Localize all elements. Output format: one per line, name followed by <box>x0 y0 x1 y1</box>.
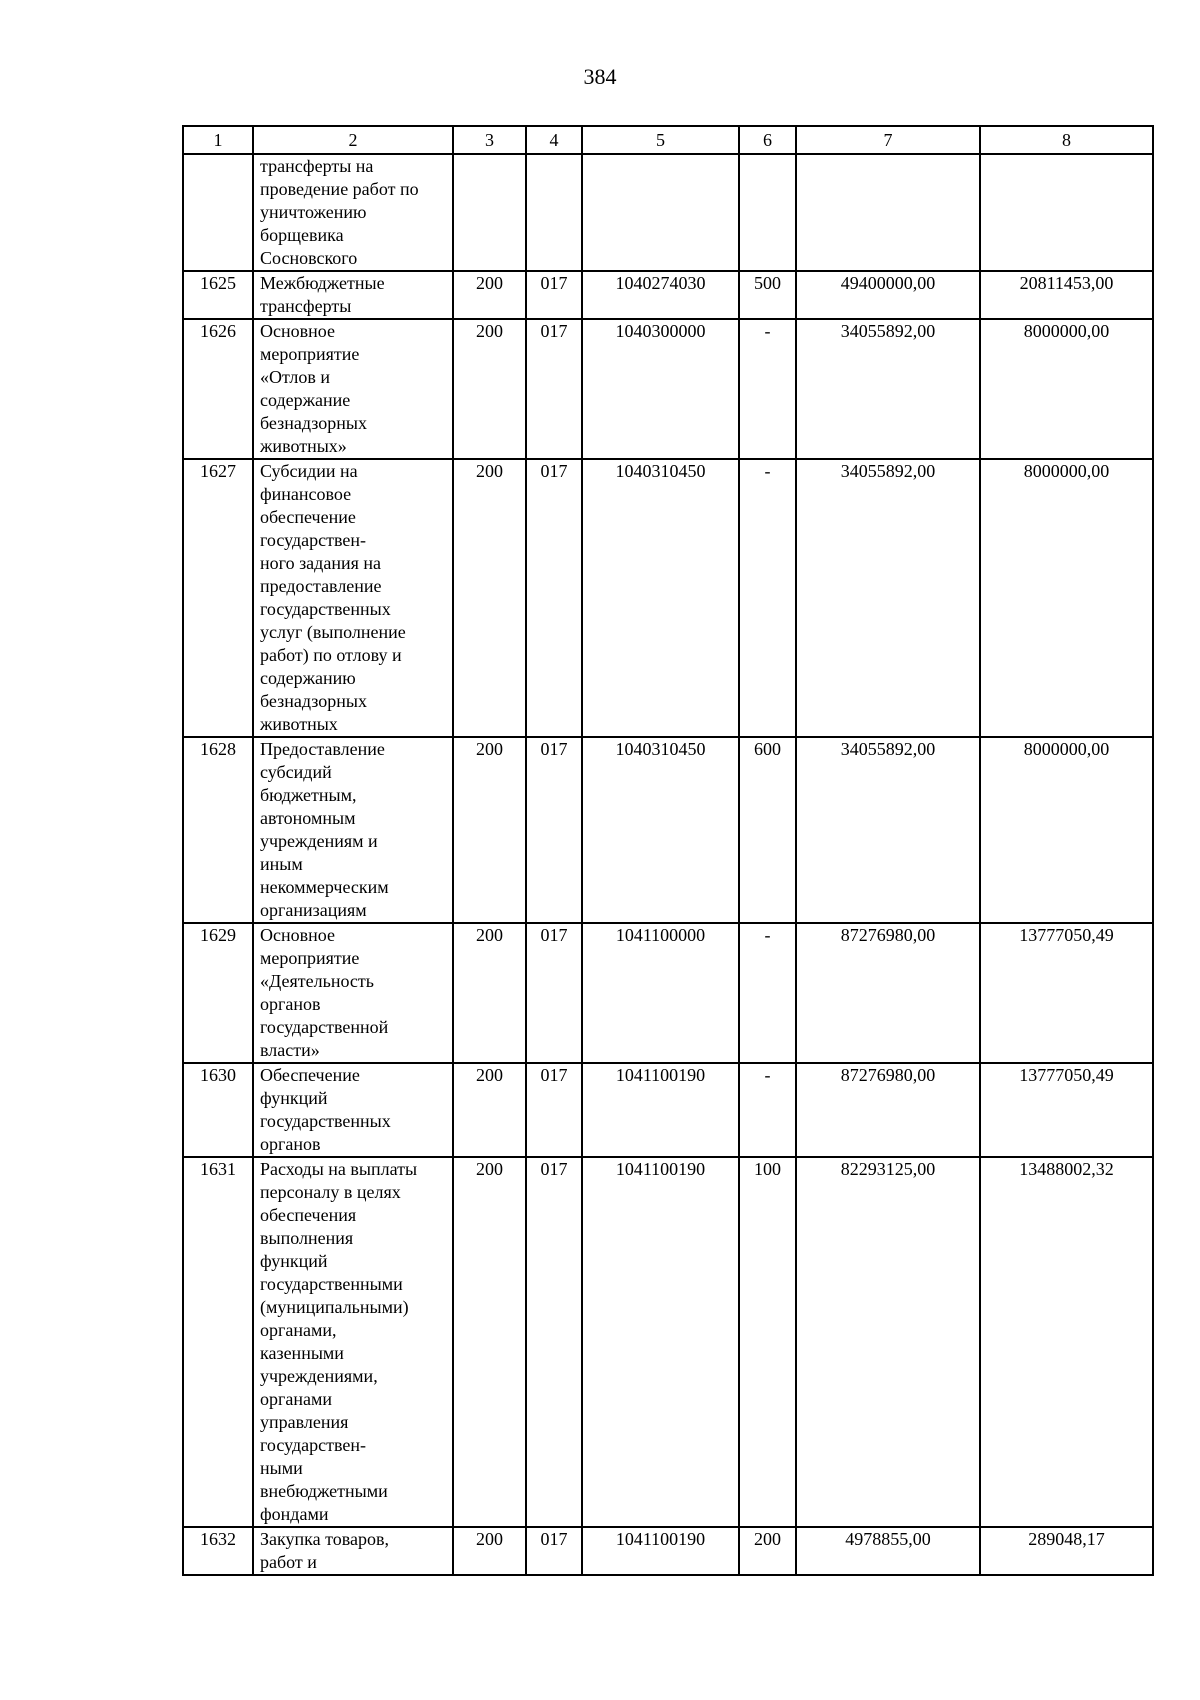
page-number: 384 <box>583 64 617 89</box>
cell-col5: 1040310450 <box>582 737 739 923</box>
cell-col3: 200 <box>453 319 526 459</box>
cell-col8: 8000000,00 <box>980 319 1153 459</box>
row-number: 1625 <box>183 271 253 319</box>
column-header: 1 <box>183 126 253 154</box>
cell-col8: 289048,17 <box>980 1527 1153 1575</box>
cell-col4: 017 <box>526 319 582 459</box>
row-number: 1627 <box>183 459 253 737</box>
table-row <box>183 1063 1153 1157</box>
table-row <box>183 1157 1153 1527</box>
cell-col5 <box>582 154 739 271</box>
column-header: 8 <box>980 126 1153 154</box>
row-name: Обеспечение функций государственных органов <box>253 1063 453 1157</box>
cell-col8: 8000000,00 <box>980 737 1153 923</box>
row-name: Закупка товаров, работ и <box>253 1527 453 1575</box>
cell-col8: 13777050,49 <box>980 923 1153 1063</box>
cell-col4: 017 <box>526 1063 582 1157</box>
cell-col6: - <box>739 1063 796 1157</box>
cell-col6 <box>739 154 796 271</box>
cell-col8: 20811453,00 <box>980 271 1153 319</box>
row-number <box>183 154 253 271</box>
table-row <box>183 459 1153 737</box>
cell-col4: 017 <box>526 737 582 923</box>
cell-col6: - <box>739 923 796 1063</box>
column-header: 5 <box>582 126 739 154</box>
table-row <box>183 271 1153 319</box>
column-header: 3 <box>453 126 526 154</box>
row-number: 1626 <box>183 319 253 459</box>
cell-col8: 13777050,49 <box>980 1063 1153 1157</box>
cell-col5: 1041100190 <box>582 1157 739 1527</box>
cell-col3: 200 <box>453 1063 526 1157</box>
cell-col4: 017 <box>526 271 582 319</box>
cell-col5: 1040274030 <box>582 271 739 319</box>
cell-col6: 200 <box>739 1527 796 1575</box>
cell-col5: 1041100190 <box>582 1527 739 1575</box>
row-name: Основное мероприятие «Деятельность органов государственной власти» <box>253 923 453 1063</box>
column-header: 7 <box>796 126 980 154</box>
row-name: Основное мероприятие «Отлов и содержание безнадзорных животных» <box>253 319 453 459</box>
cell-col6: 500 <box>739 271 796 319</box>
cell-col5: 1040310450 <box>582 459 739 737</box>
row-number: 1628 <box>183 737 253 923</box>
row-name: Расходы на выплаты персоналу в целях обеспечения выполнения функций государственными (муниципальными) органами, казенными учреждениями, органами управления государствен- ными внебюджетными фондами <box>253 1157 453 1527</box>
cell-col8 <box>980 154 1153 271</box>
cell-col4: 017 <box>526 1527 582 1575</box>
cell-col4: 017 <box>526 1157 582 1527</box>
cell-col3 <box>453 154 526 271</box>
cell-col8: 13488002,32 <box>980 1157 1153 1527</box>
cell-col7: 87276980,00 <box>796 1063 980 1157</box>
budget-table <box>182 125 1154 1576</box>
cell-col3: 200 <box>453 737 526 923</box>
row-number: 1629 <box>183 923 253 1063</box>
cell-col7: 4978855,00 <box>796 1527 980 1575</box>
cell-col7: 34055892,00 <box>796 459 980 737</box>
cell-col7: 49400000,00 <box>796 271 980 319</box>
row-name: Межбюджетные трансферты <box>253 271 453 319</box>
cell-col6: 600 <box>739 737 796 923</box>
row-number: 1630 <box>183 1063 253 1157</box>
cell-col3: 200 <box>453 459 526 737</box>
row-name: Предоставление субсидий бюджетным, автономным учреждениям и иным некоммерческим организациям <box>253 737 453 923</box>
cell-col6: - <box>739 319 796 459</box>
row-number: 1632 <box>183 1527 253 1575</box>
cell-col8: 8000000,00 <box>980 459 1153 737</box>
cell-col7: 87276980,00 <box>796 923 980 1063</box>
column-header: 6 <box>739 126 796 154</box>
cell-col3: 200 <box>453 271 526 319</box>
cell-col3: 200 <box>453 1157 526 1527</box>
cell-col7: 34055892,00 <box>796 319 980 459</box>
table-row <box>183 154 1153 271</box>
cell-col7: 82293125,00 <box>796 1157 980 1527</box>
row-number: 1631 <box>183 1157 253 1527</box>
cell-col5: 1041100000 <box>582 923 739 1063</box>
cell-col4: 017 <box>526 459 582 737</box>
cell-col3: 200 <box>453 923 526 1063</box>
table-row <box>183 923 1153 1063</box>
row-name: Субсидии на финансовое обеспечение государствен- ного задания на предоставление государственных услуг (выполнение работ) по отлову и содержанию безнадзорных животных <box>253 459 453 737</box>
cell-col3: 200 <box>453 1527 526 1575</box>
table-row <box>183 1527 1153 1575</box>
column-header: 4 <box>526 126 582 154</box>
row-name: трансферты на проведение работ по уничтожению борщевика Сосновского <box>253 154 453 271</box>
cell-col4 <box>526 154 582 271</box>
column-header: 2 <box>253 126 453 154</box>
table-row <box>183 319 1153 459</box>
cell-col5: 1040300000 <box>582 319 739 459</box>
cell-col7: 34055892,00 <box>796 737 980 923</box>
cell-col6: - <box>739 459 796 737</box>
table-row <box>183 737 1153 923</box>
cell-col4: 017 <box>526 923 582 1063</box>
cell-col7 <box>796 154 980 271</box>
cell-col5: 1041100190 <box>582 1063 739 1157</box>
cell-col6: 100 <box>739 1157 796 1527</box>
table-header-row <box>183 126 1153 154</box>
